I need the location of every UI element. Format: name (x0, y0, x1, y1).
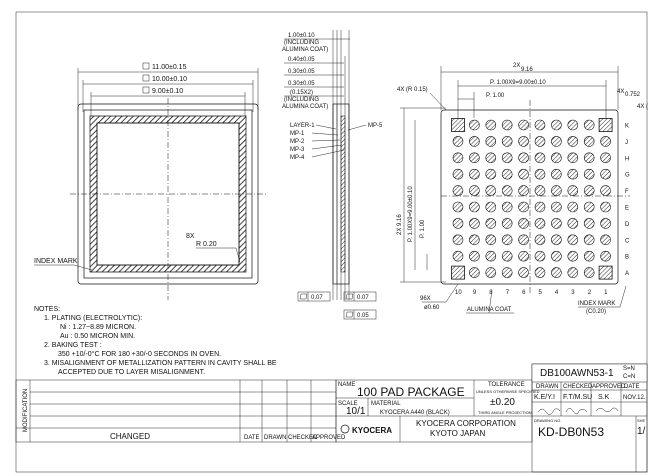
col-label: 1 (604, 290, 608, 296)
bottom-corner-radius: 4X (R 0.15) (397, 87, 428, 93)
signature-drawn (538, 409, 560, 415)
bottom-view (397, 63, 648, 315)
pad (469, 268, 479, 278)
checked-label: CHECKED (288, 435, 318, 441)
pad (584, 120, 594, 130)
row-label: J (625, 139, 628, 146)
col-approved: APPROVED (592, 384, 626, 390)
pad (519, 268, 529, 278)
row-label: K (625, 123, 630, 130)
notes-title: NOTES: (34, 306, 61, 313)
layer-label-mp2: MP-2 (290, 139, 305, 145)
part-number: DB100AWN53-1 (540, 368, 614, 379)
pad (568, 268, 578, 278)
leader-line (348, 125, 366, 130)
pad (486, 120, 496, 130)
leader-line (74, 265, 92, 270)
logo-text: KYOCERA (352, 426, 393, 435)
layer-label-1: LAYER-1 (290, 123, 315, 129)
pad (486, 186, 496, 196)
approved-label: APPROVED (312, 435, 346, 441)
pad (453, 136, 463, 146)
pad (535, 202, 545, 212)
tolerance-label: TOLERANCE (488, 382, 525, 388)
notes (34, 306, 277, 376)
sn-label-2: C=N (623, 374, 636, 380)
pad (551, 202, 561, 212)
pad (584, 153, 594, 163)
leader-line (312, 145, 342, 149)
side-dim-2: 0.40±0.05 (288, 57, 315, 63)
title-block (16, 364, 647, 472)
alumina-coat-label: ALUMINA COAT (467, 307, 512, 313)
pad (568, 202, 578, 212)
sn-label-1: S=N (623, 366, 635, 372)
layer-label-mp3: MP-3 (290, 147, 305, 153)
flatness-icon (300, 294, 307, 299)
bottom-index-mark-sub: (C0.20) (586, 309, 607, 315)
pad (519, 120, 529, 130)
leader-line (620, 286, 626, 307)
pad (584, 169, 594, 179)
note-line: Au : 0.50 MICRON MIN. (60, 333, 136, 340)
side-dim-1-note-a: (INCLUDING (284, 40, 320, 46)
square-symbol-icon (143, 75, 149, 81)
date-label: DATE (244, 435, 260, 441)
top-dim-outer: 11.00±0.15 (152, 64, 187, 71)
pad (535, 268, 545, 278)
side-view (282, 30, 383, 319)
col-label: 2 (587, 290, 592, 296)
pad (535, 218, 545, 228)
col-label: 10 (455, 290, 462, 296)
tolerance-sub: UNLESS OTHERWISE SPECIFIED (476, 389, 540, 394)
side-dim-4: 0.30±0.05 (288, 81, 315, 87)
bottom-side-spec: P. 1.00X9=9.00±0.10 (408, 186, 414, 242)
pad (551, 169, 561, 179)
row-label: H (625, 156, 630, 163)
side-dim-5-note-b: ALUMINA COAT) (282, 104, 329, 110)
pad (551, 120, 561, 130)
bottom-overall-count: 2X (513, 63, 521, 69)
bottom-side-pitch: P. 1.00 (420, 219, 426, 238)
side-dim-1: 1.00±0.10 (288, 33, 315, 39)
note-line: ACCEPTED DUE TO LAYER MISALIGNMENT. (58, 369, 206, 376)
bottom-index-mark: INDEX MARK (578, 301, 616, 307)
pad (519, 169, 529, 179)
material-label: MATERIAL (371, 401, 401, 407)
pad (519, 202, 529, 212)
side-dim-5: (0.15X2) (290, 90, 314, 96)
pad (584, 136, 594, 146)
pad (584, 218, 594, 228)
pad (535, 120, 545, 130)
col-label: 7 (505, 290, 510, 296)
pad (486, 268, 496, 278)
col-label: 4 (554, 290, 559, 296)
pad (568, 235, 578, 245)
drawn-label: DRAWN (264, 435, 287, 441)
note-line: Ni : 1.27~8.89 MICRON. (60, 324, 137, 331)
pad (584, 268, 594, 278)
col-label: 8 (489, 290, 493, 296)
changed-label: CHANGED (110, 432, 151, 441)
pad (568, 251, 578, 261)
tolerance-value: ±0.20 (490, 397, 515, 408)
pad (486, 153, 496, 163)
leader-line (312, 140, 340, 141)
leader-line (430, 93, 446, 110)
pad (601, 153, 611, 163)
col-label: 5 (538, 290, 542, 296)
pad (535, 136, 545, 146)
leader-line (312, 133, 338, 135)
pad (486, 169, 496, 179)
col-labels (455, 290, 608, 296)
part-name: 100 PAD PACKAGE (357, 385, 465, 399)
kyocera-logo (341, 425, 392, 435)
pad (502, 235, 512, 245)
pad-diameter: ø0.60 (424, 305, 440, 311)
flatness-value-1: 0.07 (311, 295, 323, 301)
flatness-icon (346, 294, 353, 299)
pad (486, 136, 496, 146)
pad (601, 186, 611, 196)
row-labels (625, 124, 630, 278)
pad (502, 218, 512, 228)
pad (469, 120, 479, 130)
pad-grid (452, 119, 613, 280)
pad (469, 186, 479, 196)
pad (568, 169, 578, 179)
pad (502, 202, 512, 212)
layer-label-mp5: MP-5 (368, 123, 383, 129)
pad (568, 136, 578, 146)
bottom-overall-value: 9.16 (521, 67, 533, 73)
row-label: D (625, 221, 630, 228)
bottom-pitch-spec: P. 1.00X9=9.00±0.10 (490, 80, 546, 86)
pad (502, 169, 512, 179)
signature-approved (596, 408, 618, 412)
leader-line (312, 150, 344, 157)
pad (601, 235, 611, 245)
pad (502, 251, 512, 261)
pad (519, 218, 529, 228)
logo-mark-icon (341, 425, 349, 433)
pad (535, 169, 545, 179)
revision-table (16, 380, 336, 442)
pad (453, 153, 463, 163)
pad (502, 268, 512, 278)
projection-label: THIRD ANGLE PROJECTION (478, 410, 532, 415)
pad (568, 120, 578, 130)
pad-count: 96X (420, 296, 431, 302)
pad (453, 235, 463, 245)
pad (453, 169, 463, 179)
pad (519, 153, 529, 163)
pad (535, 186, 545, 196)
pad (601, 202, 611, 212)
side-dim-3: 0.30±0.05 (288, 69, 315, 75)
note-line: 2. BAKING TEST : (44, 342, 102, 349)
approved-by: S.K (598, 394, 610, 401)
top-index-mark-label: INDEX MARK (34, 258, 78, 265)
corner-pad (452, 266, 465, 279)
pad (469, 153, 479, 163)
pad (469, 136, 479, 146)
row-label: C (625, 238, 630, 245)
col-date: DATE (624, 384, 640, 390)
row-label: B (625, 254, 630, 261)
pad (453, 186, 463, 196)
flatness-value-2: 0.07 (357, 295, 369, 301)
pad (486, 218, 496, 228)
top-dim-mid: 10.00±0.10 (152, 76, 187, 83)
pad (568, 218, 578, 228)
corner-pad (452, 119, 465, 132)
pad (535, 235, 545, 245)
name-label: NAME (338, 382, 356, 388)
drawing-no-label: DRAWING NO. (534, 418, 562, 423)
sheet-value: 1/ (637, 426, 646, 437)
pad (584, 251, 594, 261)
pad (601, 251, 611, 261)
bottom-corner-count: 4X (617, 89, 625, 95)
col-checked: CHECKED (563, 384, 593, 390)
pad (551, 153, 561, 163)
side-dim-1-note-b: ALUMINA COAT) (282, 47, 329, 53)
pad (519, 186, 529, 196)
drawing-number: KD-DB0N53 (538, 425, 605, 439)
corner-pad (599, 119, 612, 132)
drawn-by: K.E/Y.I (534, 394, 555, 401)
layer-label-mp1: MP-1 (290, 131, 305, 137)
pad (601, 218, 611, 228)
pad (519, 251, 529, 261)
pad (551, 136, 561, 146)
pad (519, 136, 529, 146)
corner-radius-value: R 0.20 (196, 241, 217, 248)
row-label: E (625, 205, 630, 212)
col-label: 9 (472, 290, 477, 296)
pad (535, 251, 545, 261)
note-line: 1. PLATING (ELECTROLYTIC): (44, 315, 143, 322)
pad (535, 153, 545, 163)
pad (453, 202, 463, 212)
pad (453, 218, 463, 228)
note-line: 350 +10/-0°C FOR 180 +30/-0 SECONDS IN OVEN. (58, 351, 222, 358)
pad (601, 136, 611, 146)
pad (551, 235, 561, 245)
pad (486, 235, 496, 245)
material-value: KYOCERA A440 (BLACK) (380, 410, 450, 416)
col-label: 3 (571, 290, 575, 296)
pad (453, 251, 463, 261)
col-label: 6 (522, 290, 526, 296)
scale-value: 10/1 (346, 406, 366, 417)
pad (519, 235, 529, 245)
pad (502, 120, 512, 130)
layer-label-mp4: MP-4 (290, 155, 305, 161)
row-label: A (625, 271, 630, 278)
pad (469, 169, 479, 179)
bottom-side-dim: 2X 9.16 (397, 214, 403, 235)
cavity-section (341, 116, 345, 272)
pad (551, 186, 561, 196)
pad (601, 169, 611, 179)
side-dim-5-note-a: (INCLUDING (284, 97, 320, 103)
row-label: G (625, 172, 630, 179)
pad (469, 202, 479, 212)
bottom-right-label: 4X ( (637, 104, 648, 110)
square-symbol-icon (143, 63, 149, 69)
pad (486, 202, 496, 212)
pad (584, 202, 594, 212)
row-label: F (625, 189, 629, 196)
pad (502, 186, 512, 196)
pad (551, 268, 561, 278)
top-view (34, 63, 266, 300)
square-symbol-icon (143, 87, 149, 93)
pad (568, 186, 578, 196)
corner-radius-count: 8X (186, 233, 195, 240)
pad (469, 218, 479, 228)
checked-by: F.T/M.SU (563, 394, 593, 401)
company-city: KYOTO JAPAN (430, 429, 486, 438)
pad (584, 186, 594, 196)
col-drawn: DRAWN (536, 384, 559, 390)
company-name: KYOCERA CORPORATION (416, 419, 516, 428)
flatness-icon (346, 312, 353, 317)
pad (469, 251, 479, 261)
modification-label: MODIFICATION (23, 388, 29, 432)
flatness-value-3: 0.05 (357, 313, 369, 319)
pad (502, 136, 512, 146)
pad (551, 251, 561, 261)
note-line: 3. MISALIGNMENT OF METALLIZATION PATTERN IN CAVITY SHALL BE (44, 360, 277, 367)
pad (568, 153, 578, 163)
pad (584, 235, 594, 245)
pad (551, 218, 561, 228)
signature-checked (566, 408, 587, 414)
scale-label: SCALE (338, 401, 358, 407)
date-value: NOV.12. (623, 395, 646, 401)
bottom-pitch: P. 1.00 (486, 93, 505, 99)
pad (486, 251, 496, 261)
top-dim-inner: 9.00±0.10 (152, 88, 184, 95)
bottom-corner-value: 0.752 (625, 92, 641, 98)
sheet-label: SHE (637, 418, 646, 423)
pad (502, 153, 512, 163)
pad (469, 235, 479, 245)
corner-pad (599, 266, 612, 279)
